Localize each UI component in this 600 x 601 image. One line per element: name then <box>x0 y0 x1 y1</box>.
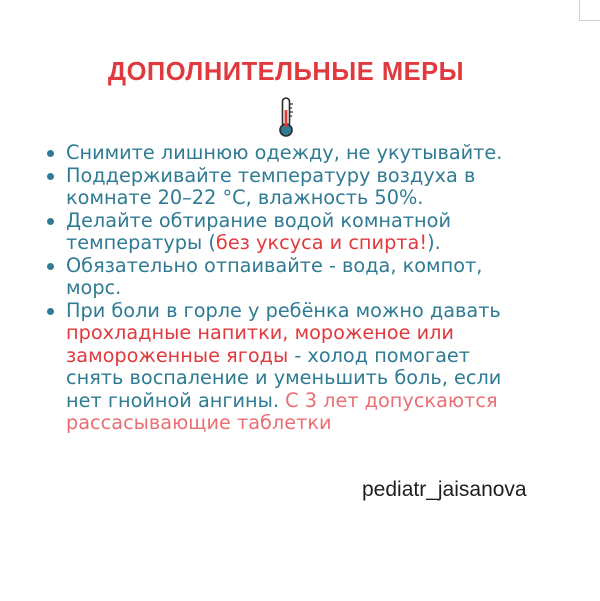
corner-fold <box>579 0 600 21</box>
highlight-text: замороженные ягоды <box>66 343 289 367</box>
author-handle: pediatr_jaisanova <box>362 478 527 501</box>
bullet-icon <box>47 218 54 225</box>
bullet-icon <box>47 263 54 270</box>
bullet-icon <box>47 308 54 315</box>
list-item: При боли в горле у ребёнка можно давать прохладные напитки, мороженое или замороженные ягоды - холод помогает снять воспаление и уменьшить боль, если нет гнойной ангины. С 3 лет допускаются рассасывающие таблетки <box>44 300 584 435</box>
warning-text: без уксуса и спирта! <box>215 231 428 254</box>
age-note: рассасывающие таблетки <box>66 411 332 434</box>
measures-list <box>44 142 584 435</box>
list-item: Делайте обтирание водой комнатной температуры (без уксуса и спирта!). <box>44 210 584 255</box>
highlight-text: прохладные напитки, мороженое или <box>66 321 454 344</box>
thermometer-icon <box>274 96 298 138</box>
age-note: С 3 лет допускаются <box>285 388 498 412</box>
page-title: ДОПОЛНИТЕЛЬНЫЕ МЕРЫ <box>107 58 465 86</box>
bullet-icon <box>47 173 54 180</box>
list-item: Обязательно отпаивайте - вода, компот, морс. <box>44 255 584 300</box>
list-item: Поддерживайте температуру воздуха в комнате 20–22 °C, влажность 50%. <box>44 165 584 210</box>
list-item: Снимите лишнюю одежду, не укутывайте. <box>44 142 584 165</box>
bullet-icon <box>47 150 54 157</box>
